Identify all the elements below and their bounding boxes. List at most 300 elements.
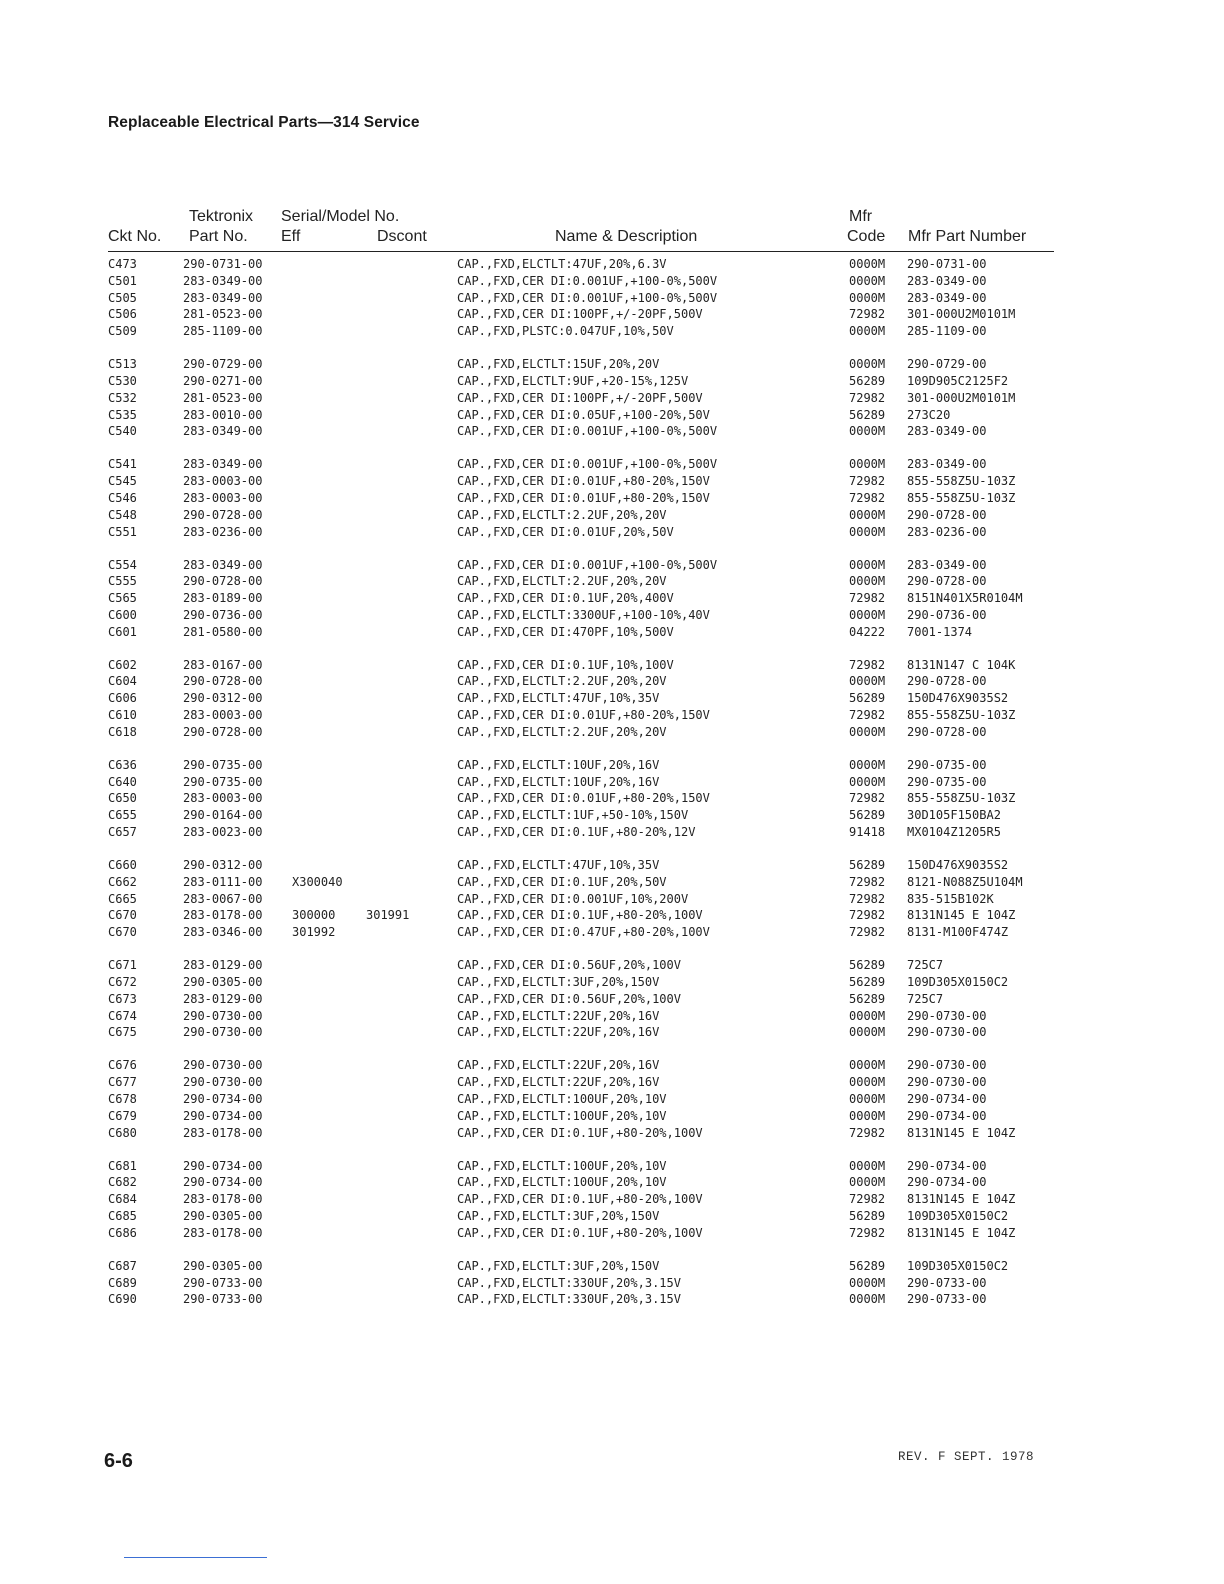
mfr-part-number-cell: 290-0733-00 xyxy=(907,1292,987,1307)
col-dscont: Dscont xyxy=(377,228,427,245)
name-description-cell: CAP.,FXD,ELCTLT:10UF,20%,16V xyxy=(457,757,660,772)
row-group xyxy=(108,1158,1054,1242)
table-row xyxy=(108,507,1054,524)
mfr-part-number-cell: 8121-N088Z5U104M xyxy=(907,874,1023,889)
part-no-cell: 290-0734-00 xyxy=(183,1175,263,1190)
ckt-no-cell: C679 xyxy=(108,1108,137,1123)
name-description-cell: CAP.,FXD,ELCTLT:10UF,20%,16V xyxy=(457,774,660,789)
part-no-cell: 290-0734-00 xyxy=(183,1158,263,1173)
table-row xyxy=(108,624,1054,641)
part-no-cell: 283-0349-00 xyxy=(183,457,263,472)
name-description-cell: CAP.,FXD,ELCTLT:47UF,10%,35V xyxy=(457,691,660,706)
page-number: 6-6 xyxy=(104,1450,133,1472)
name-description-cell: CAP.,FXD,ELCTLT:100UF,20%,10V xyxy=(457,1175,667,1190)
mfr-part-number-cell: 855-558Z5U-103Z xyxy=(907,791,1016,806)
name-description-cell: CAP.,FXD,CER DI:0.56UF,20%,100V xyxy=(457,991,681,1006)
table-row xyxy=(108,557,1054,574)
mfr-code-cell: 0000M xyxy=(849,574,886,589)
table-row xyxy=(108,991,1054,1008)
name-description-cell: CAP.,FXD,ELCTLT:100UF,20%,10V xyxy=(457,1091,667,1106)
mfr-code-cell: 72982 xyxy=(849,307,886,322)
mfr-part-number-cell: 290-0735-00 xyxy=(907,757,987,772)
part-no-cell: 290-0164-00 xyxy=(183,808,263,823)
mfr-part-number-cell: 290-0730-00 xyxy=(907,1025,987,1040)
part-no-cell: 283-0003-00 xyxy=(183,791,263,806)
mfr-code-cell: 72982 xyxy=(849,474,886,489)
mfr-part-number-cell: 109D905C2125F2 xyxy=(907,373,1009,388)
name-description-cell: CAP.,FXD,CER DI:470PF,10%,500V xyxy=(457,624,674,639)
table-row xyxy=(108,290,1054,307)
ckt-no-cell: C672 xyxy=(108,975,137,989)
part-no-cell: 283-0067-00 xyxy=(183,891,263,906)
part-no-cell: 283-0349-00 xyxy=(183,424,263,439)
ckt-no-cell: C513 xyxy=(108,357,137,372)
mfr-part-number-cell: 290-0728-00 xyxy=(907,674,987,689)
ckt-no-cell: C541 xyxy=(108,457,137,472)
name-description-cell: CAP.,FXD,ELCTLT:2.2UF,20%,20V xyxy=(457,507,667,522)
mfr-code-cell: 0000M xyxy=(849,1091,886,1106)
table-row xyxy=(108,657,1054,674)
mfr-code-cell: 56289 xyxy=(849,958,886,973)
mfr-part-number-cell: 290-0734-00 xyxy=(907,1091,987,1106)
mfr-code-cell: 0000M xyxy=(849,324,886,339)
eff-serial-cell: X300040 xyxy=(292,874,343,889)
mfr-code-cell: 0000M xyxy=(849,1175,886,1190)
name-description-cell: CAP.,FXD,ELCTLT:47UF,10%,35V xyxy=(457,858,660,873)
ckt-no-cell: C535 xyxy=(108,407,137,422)
mfr-code-cell: 0000M xyxy=(849,674,886,689)
ckt-no-cell: C610 xyxy=(108,708,137,723)
part-no-cell: 281-0523-00 xyxy=(183,307,263,322)
part-no-cell: 283-0178-00 xyxy=(183,1192,263,1207)
table-row xyxy=(108,407,1054,424)
mfr-code-cell: 72982 xyxy=(849,390,886,405)
table-header xyxy=(108,206,1054,252)
ckt-no-cell: C618 xyxy=(108,724,137,739)
table-row xyxy=(108,456,1054,473)
row-group xyxy=(108,256,1054,340)
mfr-part-number-cell: 290-0728-00 xyxy=(907,507,987,522)
mfr-part-number-cell: 290-0733-00 xyxy=(907,1275,987,1290)
ckt-no-cell: C540 xyxy=(108,424,137,439)
mfr-part-number-cell: 725C7 xyxy=(907,991,944,1006)
ckt-no-cell: C548 xyxy=(108,507,137,522)
ckt-no-cell: C686 xyxy=(108,1225,137,1240)
part-no-cell: 283-0129-00 xyxy=(183,991,263,1006)
table-row xyxy=(108,323,1054,340)
mfr-part-number-cell: 7001-1374 xyxy=(907,624,973,639)
part-no-cell: 285-1109-00 xyxy=(183,324,263,339)
ckt-no-cell: C600 xyxy=(108,607,137,622)
ckt-no-cell: C636 xyxy=(108,757,137,772)
dscont-serial-cell: 301991 xyxy=(366,908,410,923)
table-row xyxy=(108,757,1054,774)
mfr-code-cell: 0000M xyxy=(849,757,886,772)
row-group xyxy=(108,356,1054,440)
table-row xyxy=(108,573,1054,590)
ckt-no-cell: C530 xyxy=(108,373,137,388)
ckt-no-cell: C501 xyxy=(108,273,137,288)
row-group xyxy=(108,957,1054,1041)
mfr-code-cell: 0000M xyxy=(849,1275,886,1290)
table-row xyxy=(108,957,1054,974)
table-row xyxy=(108,524,1054,541)
mfr-part-number-cell: 8131-M100F474Z xyxy=(907,925,1009,940)
name-description-cell: CAP.,FXD,CER DI:0.1UF,10%,100V xyxy=(457,657,674,672)
mfr-part-number-cell: 290-0728-00 xyxy=(907,724,987,739)
name-description-cell: CAP.,FXD,CER DI:0.001UF,+100-0%,500V xyxy=(457,273,718,288)
mfr-part-number-cell: 109D305X0150C2 xyxy=(907,1208,1009,1223)
mfr-code-cell: 0000M xyxy=(849,1025,886,1040)
part-no-cell: 290-0734-00 xyxy=(183,1108,263,1123)
name-description-cell: CAP.,FXD,CER DI:100PF,+/-20PF,500V xyxy=(457,390,703,405)
mfr-part-number-cell: 725C7 xyxy=(907,958,944,973)
col-tektronix-label: Tektronix xyxy=(189,208,254,225)
table-row xyxy=(108,423,1054,440)
part-no-cell: 290-0735-00 xyxy=(183,774,263,789)
revision-note: REV. F SEPT. 1978 xyxy=(898,1450,1035,1464)
col-ckt-no: Ckt No. xyxy=(108,228,162,245)
mfr-part-number-cell: 283-0349-00 xyxy=(907,457,987,472)
name-description-cell: CAP.,FXD,ELCTLT:100UF,20%,10V xyxy=(457,1158,667,1173)
mfr-code-cell: 0000M xyxy=(849,1158,886,1173)
name-description-cell: CAP.,FXD,ELCTLT:1UF,+50-10%,150V xyxy=(457,808,689,823)
mfr-part-number-cell: 290-0730-00 xyxy=(907,1008,987,1023)
part-no-cell: 283-0178-00 xyxy=(183,1225,263,1240)
table-row xyxy=(108,1174,1054,1191)
ckt-no-cell: C509 xyxy=(108,324,137,339)
table-row xyxy=(108,1057,1054,1074)
mfr-part-number-cell: 8131N145 E 104Z xyxy=(907,1125,1016,1140)
table-row xyxy=(108,473,1054,490)
mfr-code-cell: 0000M xyxy=(849,1108,886,1123)
ckt-no-cell: C684 xyxy=(108,1192,137,1207)
mfr-code-cell: 0000M xyxy=(849,1292,886,1307)
ckt-no-cell: C565 xyxy=(108,591,137,606)
ckt-no-cell: C682 xyxy=(108,1175,137,1190)
ckt-no-cell: C685 xyxy=(108,1208,137,1223)
name-description-cell: CAP.,FXD,CER DI:0.05UF,+100-20%,50V xyxy=(457,407,710,422)
col-serial-model-label: Serial/Model No. xyxy=(281,208,400,225)
part-no-cell: 290-0728-00 xyxy=(183,507,263,522)
part-no-cell: 283-0023-00 xyxy=(183,825,263,840)
part-no-cell: 290-0733-00 xyxy=(183,1292,263,1307)
mfr-code-cell: 72982 xyxy=(849,874,886,889)
mfr-part-number-cell: 290-0730-00 xyxy=(907,1075,987,1090)
table-row xyxy=(108,373,1054,390)
mfr-code-cell: 0000M xyxy=(849,1008,886,1023)
name-description-cell: CAP.,FXD,ELCTLT:15UF,20%,20V xyxy=(457,357,660,372)
mfr-part-number-cell: 285-1109-00 xyxy=(907,324,987,339)
mfr-code-cell: 56289 xyxy=(849,691,886,706)
mfr-code-cell: 0000M xyxy=(849,507,886,522)
name-description-cell: CAP.,FXD,ELCTLT:3300UF,+100-10%,40V xyxy=(457,607,710,622)
mfr-part-number-cell: 855-558Z5U-103Z xyxy=(907,490,1016,505)
name-description-cell: CAP.,FXD,ELCTLT:47UF,20%,6.3V xyxy=(457,257,667,271)
mfr-part-number-cell: 109D305X0150C2 xyxy=(907,1258,1009,1273)
mfr-part-number-cell: 283-0349-00 xyxy=(907,424,987,439)
table-row xyxy=(108,874,1054,891)
table-row xyxy=(108,306,1054,323)
mfr-part-number-cell: 283-0236-00 xyxy=(907,524,987,539)
part-no-cell: 283-0178-00 xyxy=(183,1125,263,1140)
name-description-cell: CAP.,FXD,ELCTLT:3UF,20%,150V xyxy=(457,975,660,989)
mfr-part-number-cell: 855-558Z5U-103Z xyxy=(907,708,1016,723)
mfr-code-cell: 56289 xyxy=(849,991,886,1006)
ckt-no-cell: C670 xyxy=(108,925,137,940)
mfr-part-number-cell: 290-0734-00 xyxy=(907,1158,987,1173)
table-row xyxy=(108,590,1054,607)
mfr-part-number-cell: 8131N145 E 104Z xyxy=(907,908,1016,923)
mfr-part-number-cell: 150D476X9035S2 xyxy=(907,858,1009,873)
table-row xyxy=(108,256,1054,273)
part-no-cell: 281-0580-00 xyxy=(183,624,263,639)
part-no-cell: 290-0728-00 xyxy=(183,574,263,589)
ckt-no-cell: C554 xyxy=(108,557,137,572)
part-no-cell: 283-0178-00 xyxy=(183,908,263,923)
name-description-cell: CAP.,FXD,CER DI:0.1UF,+80-20%,100V xyxy=(457,1192,703,1207)
ckt-no-cell: C689 xyxy=(108,1275,137,1290)
name-description-cell: CAP.,FXD,ELCTLT:22UF,20%,16V xyxy=(457,1025,660,1040)
part-no-cell: 290-0728-00 xyxy=(183,724,263,739)
name-description-cell: CAP.,FXD,ELCTLT:2.2UF,20%,20V xyxy=(457,724,667,739)
mfr-part-number-cell: 835-515B102K xyxy=(907,891,994,906)
mfr-code-cell: 0000M xyxy=(849,257,886,271)
col-name-description: Name & Description xyxy=(555,228,698,245)
mfr-code-cell: 72982 xyxy=(849,1125,886,1140)
ckt-no-cell: C677 xyxy=(108,1075,137,1090)
row-group xyxy=(108,557,1054,641)
part-no-cell: 290-0736-00 xyxy=(183,607,263,622)
mfr-part-number-cell: 8131N147 C 104K xyxy=(907,657,1016,672)
col-mfr-part-number: Mfr Part Number xyxy=(908,228,1027,245)
mfr-part-number-cell: 8131N145 E 104Z xyxy=(907,1192,1016,1207)
ckt-no-cell: C650 xyxy=(108,791,137,806)
ckt-no-cell: C674 xyxy=(108,1008,137,1023)
ckt-no-cell: C670 xyxy=(108,908,137,923)
part-no-cell: 290-0730-00 xyxy=(183,1075,263,1090)
table-row xyxy=(108,390,1054,407)
mfr-code-cell: 56289 xyxy=(849,975,886,989)
mfr-part-number-cell: 301-000U2M0101M xyxy=(907,307,1016,322)
table-row xyxy=(108,974,1054,991)
mfr-code-cell: 0000M xyxy=(849,457,886,472)
table-row xyxy=(108,356,1054,373)
mfr-code-cell: 0000M xyxy=(849,607,886,622)
mfr-code-cell: 0000M xyxy=(849,557,886,572)
part-no-cell: 283-0003-00 xyxy=(183,490,263,505)
mfr-part-number-cell: 283-0349-00 xyxy=(907,290,987,305)
row-group xyxy=(108,1258,1054,1308)
part-no-cell: 283-0189-00 xyxy=(183,591,263,606)
name-description-cell: CAP.,FXD,CER DI:0.1UF,+80-20%,100V xyxy=(457,1225,703,1240)
ckt-no-cell: C604 xyxy=(108,674,137,689)
mfr-part-number-cell: 290-0735-00 xyxy=(907,774,987,789)
part-no-cell: 283-0349-00 xyxy=(183,557,263,572)
row-group xyxy=(108,757,1054,841)
name-description-cell: CAP.,FXD,CER DI:0.001UF,+100-0%,500V xyxy=(457,457,718,472)
ckt-no-cell: C606 xyxy=(108,691,137,706)
ckt-no-cell: C662 xyxy=(108,874,137,889)
ckt-no-cell: C671 xyxy=(108,958,137,973)
mfr-code-cell: 0000M xyxy=(849,1058,886,1073)
table-row xyxy=(108,1074,1054,1091)
col-mfr-label: Mfr xyxy=(849,208,873,225)
mfr-part-number-cell: 290-0734-00 xyxy=(907,1108,987,1123)
name-description-cell: CAP.,FXD,CER DI:0.1UF,+80-20%,100V xyxy=(457,908,703,923)
name-description-cell: CAP.,FXD,ELCTLT:100UF,20%,10V xyxy=(457,1108,667,1123)
name-description-cell: CAP.,FXD,CER DI:0.1UF,20%,400V xyxy=(457,591,674,606)
table-row xyxy=(108,1291,1054,1308)
mfr-code-cell: 72982 xyxy=(849,1225,886,1240)
row-group xyxy=(108,857,1054,941)
table-row xyxy=(108,690,1054,707)
name-description-cell: CAP.,FXD,ELCTLT:330UF,20%,3.15V xyxy=(457,1292,681,1307)
name-description-cell: CAP.,FXD,ELCTLT:22UF,20%,16V xyxy=(457,1075,660,1090)
name-description-cell: CAP.,FXD,ELCTLT:330UF,20%,3.15V xyxy=(457,1275,681,1290)
part-no-cell: 290-0730-00 xyxy=(183,1025,263,1040)
col-eff: Eff xyxy=(281,228,301,245)
part-no-cell: 290-0305-00 xyxy=(183,1258,263,1273)
row-group xyxy=(108,657,1054,741)
part-no-cell: 290-0728-00 xyxy=(183,674,263,689)
name-description-cell: CAP.,FXD,ELCTLT:9UF,+20-15%,125V xyxy=(457,373,689,388)
mfr-code-cell: 72982 xyxy=(849,908,886,923)
name-description-cell: CAP.,FXD,CER DI:0.001UF,+100-0%,500V xyxy=(457,424,718,439)
mfr-part-number-cell: 283-0349-00 xyxy=(907,557,987,572)
name-description-cell: CAP.,FXD,CER DI:0.01UF,+80-20%,150V xyxy=(457,708,710,723)
ckt-no-cell: C660 xyxy=(108,858,137,873)
name-description-cell: CAP.,FXD,PLSTC:0.047UF,10%,50V xyxy=(457,324,674,339)
table-row xyxy=(108,1191,1054,1208)
part-no-cell: 283-0236-00 xyxy=(183,524,263,539)
ckt-no-cell: C505 xyxy=(108,290,137,305)
ckt-no-cell: C473 xyxy=(108,257,137,271)
ckt-no-cell: C655 xyxy=(108,808,137,823)
name-description-cell: CAP.,FXD,ELCTLT:3UF,20%,150V xyxy=(457,1208,660,1223)
part-no-cell: 290-0305-00 xyxy=(183,975,263,989)
ckt-no-cell: C546 xyxy=(108,490,137,505)
mfr-code-cell: 0000M xyxy=(849,357,886,372)
mfr-part-number-cell: 290-0729-00 xyxy=(907,357,987,372)
mfr-code-cell: 72982 xyxy=(849,925,886,940)
mfr-code-cell: 72982 xyxy=(849,591,886,606)
table-row xyxy=(108,1225,1054,1242)
mfr-code-cell: 56289 xyxy=(849,808,886,823)
name-description-cell: CAP.,FXD,CER DI:0.01UF,20%,50V xyxy=(457,524,674,539)
part-no-cell: 290-0730-00 xyxy=(183,1058,263,1073)
footer-divider xyxy=(124,1557,267,1558)
mfr-part-number-cell: 109D305X0150C2 xyxy=(907,975,1009,989)
part-no-cell: 290-0305-00 xyxy=(183,1208,263,1223)
mfr-code-cell: 56289 xyxy=(849,1208,886,1223)
table-row xyxy=(108,707,1054,724)
mfr-part-number-cell: 301-000U2M0101M xyxy=(907,390,1016,405)
table-row xyxy=(108,490,1054,507)
mfr-part-number-cell: MX0104Z1205R5 xyxy=(907,825,1001,840)
eff-serial-cell: 300000 xyxy=(292,908,336,923)
mfr-code-cell: 56289 xyxy=(849,373,886,388)
name-description-cell: CAP.,FXD,ELCTLT:3UF,20%,150V xyxy=(457,1258,660,1273)
table-row xyxy=(108,907,1054,924)
name-description-cell: CAP.,FXD,CER DI:0.1UF,+80-20%,100V xyxy=(457,1125,703,1140)
mfr-part-number-cell: 290-0728-00 xyxy=(907,574,987,589)
mfr-code-cell: 0000M xyxy=(849,774,886,789)
mfr-code-cell: 56289 xyxy=(849,1258,886,1273)
ckt-no-cell: C506 xyxy=(108,307,137,322)
mfr-code-cell: 04222 xyxy=(849,624,886,639)
table-row xyxy=(108,1275,1054,1292)
name-description-cell: CAP.,FXD,CER DI:0.001UF,10%,200V xyxy=(457,891,689,906)
name-description-cell: CAP.,FXD,CER DI:0.001UF,+100-0%,500V xyxy=(457,290,718,305)
part-no-cell: 290-0733-00 xyxy=(183,1275,263,1290)
part-no-cell: 283-0003-00 xyxy=(183,474,263,489)
mfr-code-cell: 0000M xyxy=(849,1075,886,1090)
table-row xyxy=(108,857,1054,874)
name-description-cell: CAP.,FXD,ELCTLT:22UF,20%,16V xyxy=(457,1008,660,1023)
ckt-no-cell: C675 xyxy=(108,1025,137,1040)
table-row xyxy=(108,1158,1054,1175)
mfr-part-number-cell: 290-0734-00 xyxy=(907,1175,987,1190)
table-row xyxy=(108,891,1054,908)
ckt-no-cell: C601 xyxy=(108,624,137,639)
mfr-code-cell: 56289 xyxy=(849,858,886,873)
page-title: Replaceable Electrical Parts—314 Service xyxy=(108,114,420,131)
ckt-no-cell: C545 xyxy=(108,474,137,489)
mfr-part-number-cell: 150D476X9035S2 xyxy=(907,691,1009,706)
table-row xyxy=(108,673,1054,690)
table-row xyxy=(108,1125,1054,1142)
part-no-cell: 281-0523-00 xyxy=(183,390,263,405)
col-part-no: Part No. xyxy=(189,228,248,245)
ckt-no-cell: C551 xyxy=(108,524,137,539)
table-row xyxy=(108,724,1054,741)
mfr-code-cell: 0000M xyxy=(849,273,886,288)
mfr-code-cell: 0000M xyxy=(849,424,886,439)
name-description-cell: CAP.,FXD,CER DI:0.01UF,+80-20%,150V xyxy=(457,791,710,806)
table-row xyxy=(108,924,1054,941)
mfr-code-cell: 72982 xyxy=(849,708,886,723)
part-no-cell: 283-0010-00 xyxy=(183,407,263,422)
mfr-part-number-cell: 30D105F150BA2 xyxy=(907,808,1001,823)
parts-table-body xyxy=(108,256,1054,1324)
part-no-cell: 290-0729-00 xyxy=(183,357,263,372)
ckt-no-cell: C657 xyxy=(108,825,137,840)
part-no-cell: 283-0349-00 xyxy=(183,290,263,305)
mfr-part-number-cell: 273C20 xyxy=(907,407,951,422)
mfr-code-cell: 56289 xyxy=(849,407,886,422)
name-description-cell: CAP.,FXD,CER DI:0.47UF,+80-20%,100V xyxy=(457,925,710,940)
row-group xyxy=(108,456,1054,540)
part-no-cell: 290-0312-00 xyxy=(183,691,263,706)
mfr-code-cell: 72982 xyxy=(849,791,886,806)
mfr-code-cell: 0000M xyxy=(849,724,886,739)
mfr-part-number-cell: 290-0736-00 xyxy=(907,607,987,622)
ckt-no-cell: C687 xyxy=(108,1258,137,1273)
part-no-cell: 290-0312-00 xyxy=(183,858,263,873)
mfr-code-cell: 72982 xyxy=(849,657,886,672)
name-description-cell: CAP.,FXD,CER DI:0.01UF,+80-20%,150V xyxy=(457,474,710,489)
mfr-code-cell: 0000M xyxy=(849,524,886,539)
name-description-cell: CAP.,FXD,CER DI:0.01UF,+80-20%,150V xyxy=(457,490,710,505)
mfr-part-number-cell: 290-0731-00 xyxy=(907,257,987,271)
table-row xyxy=(108,790,1054,807)
mfr-part-number-cell: 855-558Z5U-103Z xyxy=(907,474,1016,489)
mfr-code-cell: 72982 xyxy=(849,891,886,906)
ckt-no-cell: C665 xyxy=(108,891,137,906)
mfr-part-number-cell: 8131N145 E 104Z xyxy=(907,1225,1016,1240)
table-row xyxy=(108,1108,1054,1125)
